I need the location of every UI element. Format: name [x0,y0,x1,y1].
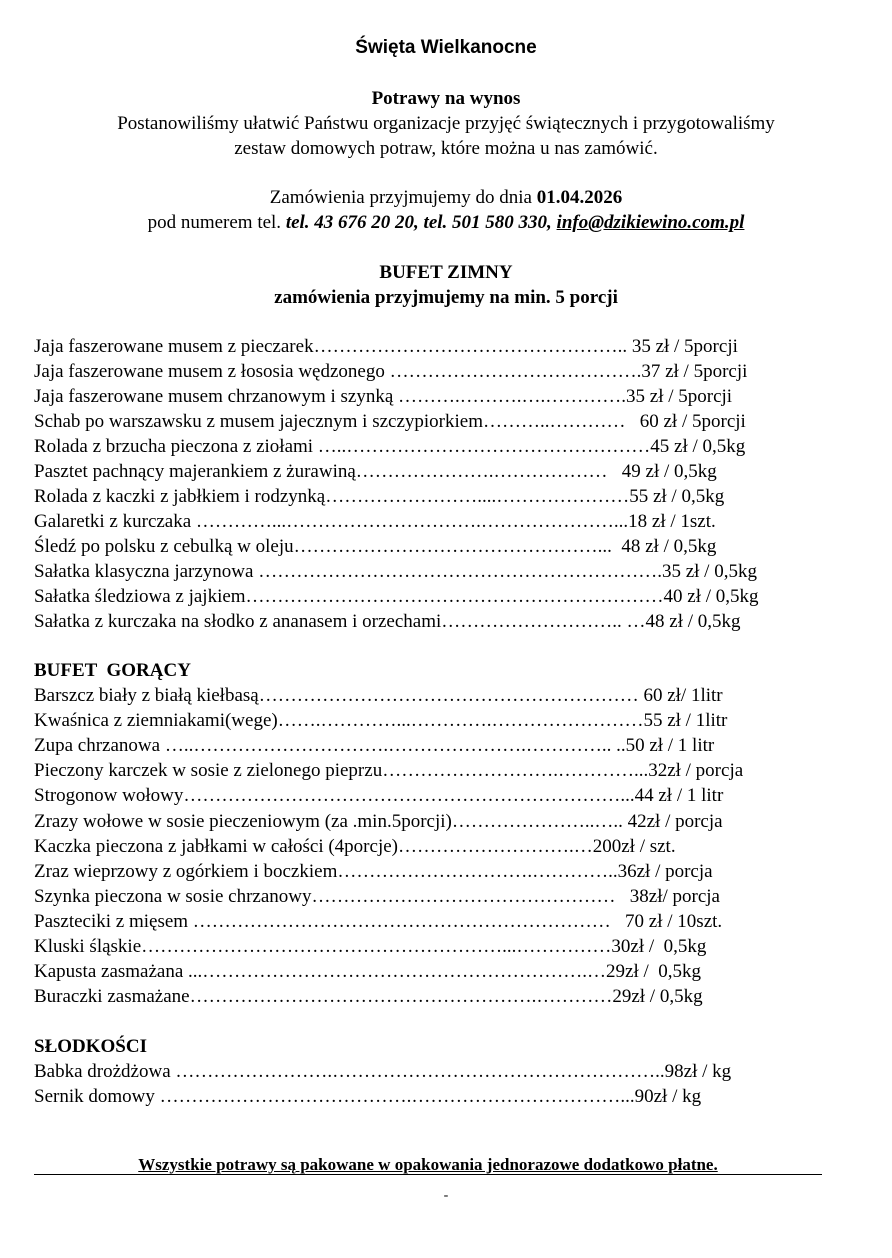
intro-line-2: zestaw domowych potraw, które można u nas zamówić. [234,138,658,159]
hot-buffet-heading: BUFET GORĄCY [34,660,191,681]
menu-item: Strogonow wołowy……………………………………………………………...44 zł / 1 litr [34,785,724,807]
sweets-heading: SŁODKOŚCI [34,1036,147,1057]
contact-prefix: pod numerem tel. [147,212,286,233]
menu-item: Kluski śląskie…………………………………………………...……………30zł / 0,5kg [34,936,707,957]
menu-item: Zupa chrzanowa …..………………………….………………….………….. ..50 zł / 1 litr [34,735,715,757]
menu-item: Jaja faszerowane musem z pieczarek………………………………………….. 35 zł / 5porcji [34,336,738,357]
footer-note [34,1155,822,1179]
menu-item: Pieczony karczek w sosie z zielonego pieprzu……………………….…………...32zł / porcja [34,760,744,782]
menu-item: Sernik domowy ………………………………….……………………………...90zł / kg [34,1086,702,1107]
menu-item: Sałatka klasyczna jarzynowa ……………………………………………………….35 zł / 0,5kg [34,561,757,582]
contact-email-link[interactable]: info@dzikiewino.com.pl [556,212,745,233]
cold-buffet-note: zamówienia przyjmujemy na min. 5 porcji [274,287,618,308]
menu-item: Zrazy wołowe w sosie pieczeniowym (za .min.5porcji)…………………..….. 42zł / porcja [34,810,723,832]
menu-item: Rolada z brzucha pieczona z ziołami …..…………………………………………45 zł / 0,5kg [34,436,746,457]
menu-item: Sałatka śledziowa z jajkiem…………………………………………………………40 zł / 0,5kg [34,586,759,607]
menu-item: Galaretki z kurczaka …………...………………………….…………………...18 zł / 1szt. [34,511,716,532]
menu-item: Jaja faszerowane musem chrzanowym i szynką ……….……….….………….35 zł / 5porcji [34,386,733,407]
menu-item: Schab po warszawsku z musem jajecznym i szczypiorkiem………..………… 60 zł / 5porcji [34,411,746,432]
menu-item: Babka drożdżowa …………………….……………………………………………..98zł / kg [34,1061,732,1082]
menu-item: Rolada z kaczki z jabłkiem i rodzynką……………………....…………………55 zł / 0,5kg [34,486,725,507]
menu-item: Pasztet pachnący majerankiem z żurawiną………………….……………… 49 zł / 0,5kg [34,461,717,482]
footer-note-text: Wszystkie potrawy są pakowane w opakowania jednorazowe dodatkowo płatne. [138,1155,718,1174]
menu-item: Barszcz biały z białą kiełbasą…………………………………………………… 60 zł/ 1litr [34,685,723,706]
order-deadline-date: 01.04.2026 [536,187,623,208]
menu-item: Kaczka pieczona z jabłkami w całości (4porcje)……………………….…200zł / szt. [34,835,676,857]
menu-item: Śledź po polsku z cebulką w oleju…………………………………………... 48 zł / 0,5kg [34,536,717,557]
menu-item: Jaja faszerowane musem z łososia wędzonego ………………………………….37 zł / 5porcji [34,361,748,382]
order-deadline-prefix: Zamówienia przyjmujemy do dnia [269,187,537,208]
menu-item: Kapusta zasmażana ...…………………………………………………….…29zł / 0,5kg [34,961,702,983]
menu-item: Paszteciki z mięsem ………………………………………………………… 70 zł / 10szt. [34,910,723,932]
menu-item: Szynka pieczona w sosie chrzanowy………………………………………… 38zł/ porcja [34,885,720,907]
page-marker: - [443,1188,449,1203]
cold-buffet-heading: BUFET ZIMNY [379,262,513,283]
document-title: Święta Wielkanocne [355,37,537,58]
order-deadline [0,187,892,209]
menu-item: Buraczki zasmażane……………………………………………….…………29zł / 0,5kg [34,986,703,1008]
intro-line-1: Postanowiliśmy ułatwić Państwu organizacje przyjęć świątecznych i przygotowaliśmy [117,113,775,134]
subtitle: Potrawy na wynos [371,88,521,109]
contact-phones: tel. 43 676 20 20, tel. 501 580 330, [285,212,557,233]
menu-item: Sałatka z kurczaka na słodko z ananasem i orzechami……………………….. …48 zł / 0,5kg [34,611,741,632]
menu-item: Zraz wieprzowy z ogórkiem i boczkiem………………………….…………..36zł / porcja [34,860,713,882]
menu-item: Kwaśnica z ziemniakami(wege)…….…………...………….……………………55 zł / 1litr [34,710,728,732]
contact-line [0,212,892,234]
